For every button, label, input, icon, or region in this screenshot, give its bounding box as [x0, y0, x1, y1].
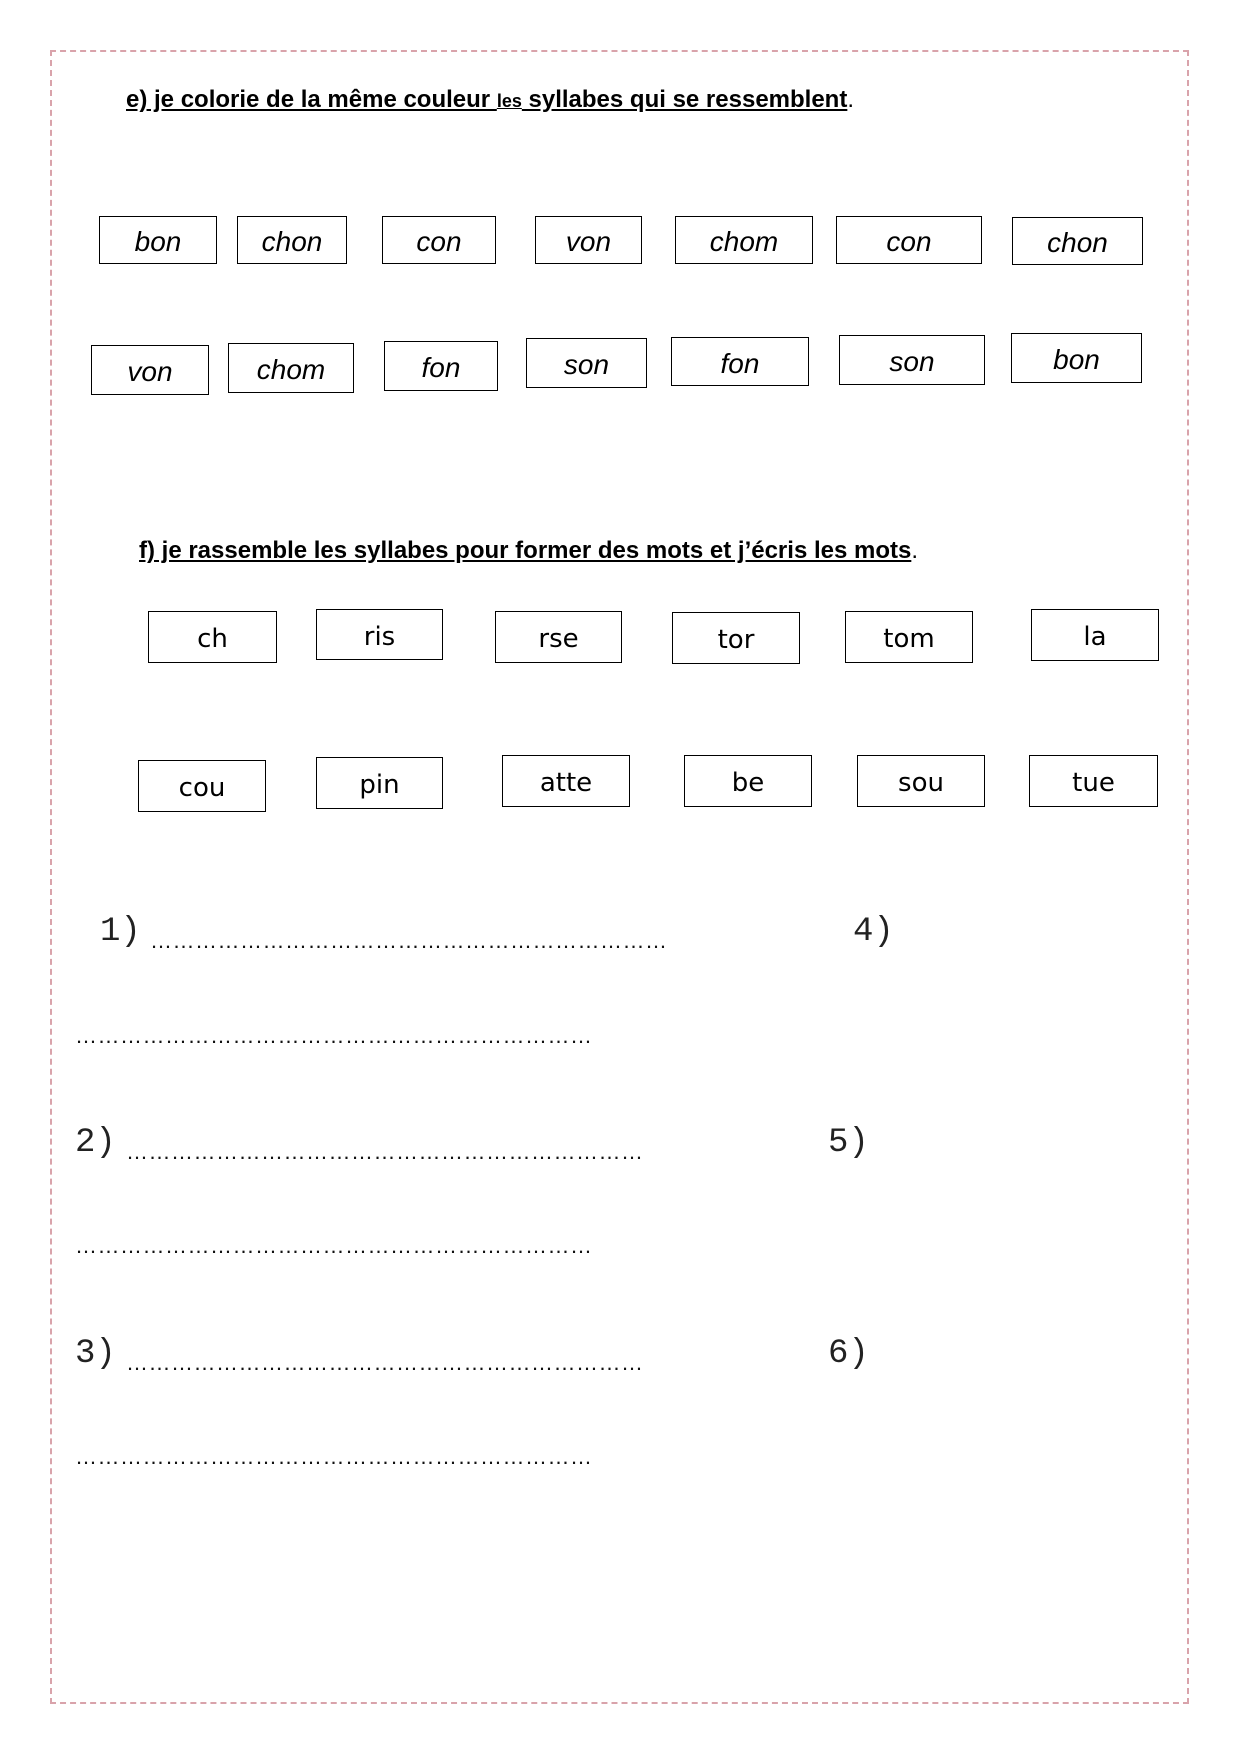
- answer-line[interactable]: ……………………………………………………………: [75, 1023, 593, 1048]
- answer-number: 2): [75, 1124, 116, 1162]
- answer-line[interactable]: ……………………………………………………………: [126, 1139, 644, 1164]
- fragment-box[interactable]: rse: [495, 611, 622, 663]
- fragment-box[interactable]: la: [1031, 609, 1159, 661]
- syllable-box[interactable]: bon: [99, 216, 217, 264]
- fragment-box[interactable]: tor: [672, 612, 800, 664]
- fragment-box[interactable]: be: [684, 755, 812, 807]
- answer-number: 4): [853, 913, 894, 951]
- syllable-box[interactable]: fon: [384, 341, 498, 391]
- fragment-box[interactable]: cou: [138, 760, 266, 812]
- syllable-box[interactable]: con: [836, 216, 982, 264]
- answer-number: 3): [75, 1335, 116, 1373]
- answer-number: 6): [828, 1335, 869, 1373]
- fragment-box[interactable]: tom: [845, 611, 973, 663]
- syllable-box[interactable]: von: [535, 216, 642, 264]
- fragment-box[interactable]: tue: [1029, 755, 1158, 807]
- syllable-box[interactable]: chom: [675, 216, 813, 264]
- syllable-box[interactable]: von: [91, 345, 209, 395]
- fragment-box[interactable]: pin: [316, 757, 443, 809]
- syllable-box[interactable]: son: [839, 335, 985, 385]
- syllable-box[interactable]: con: [382, 216, 496, 264]
- answer-number: 5): [828, 1124, 869, 1162]
- fragment-box[interactable]: ch: [148, 611, 277, 663]
- answer-number: 1): [100, 913, 141, 951]
- section-f-title: f) je rassemble les syllabes pour former des mots et j’écris les mots.: [139, 537, 918, 564]
- syllable-box[interactable]: fon: [671, 337, 809, 386]
- section-e-title: e) je colorie de la même couleur les syllabes qui se ressemblent.: [126, 86, 855, 113]
- syllable-box[interactable]: bon: [1011, 333, 1142, 383]
- answer-line[interactable]: ……………………………………………………………: [126, 1350, 644, 1375]
- fragment-box[interactable]: sou: [857, 755, 985, 807]
- fragment-box[interactable]: atte: [502, 755, 630, 807]
- answer-line[interactable]: ……………………………………………………………: [150, 928, 668, 953]
- syllable-box[interactable]: chon: [237, 216, 347, 264]
- answer-line[interactable]: ……………………………………………………………: [75, 1233, 593, 1258]
- syllable-box[interactable]: chon: [1012, 217, 1143, 265]
- fragment-box[interactable]: ris: [316, 609, 443, 660]
- syllable-box[interactable]: son: [526, 338, 647, 388]
- syllable-box[interactable]: chom: [228, 343, 354, 393]
- answer-line[interactable]: ……………………………………………………………: [75, 1444, 593, 1469]
